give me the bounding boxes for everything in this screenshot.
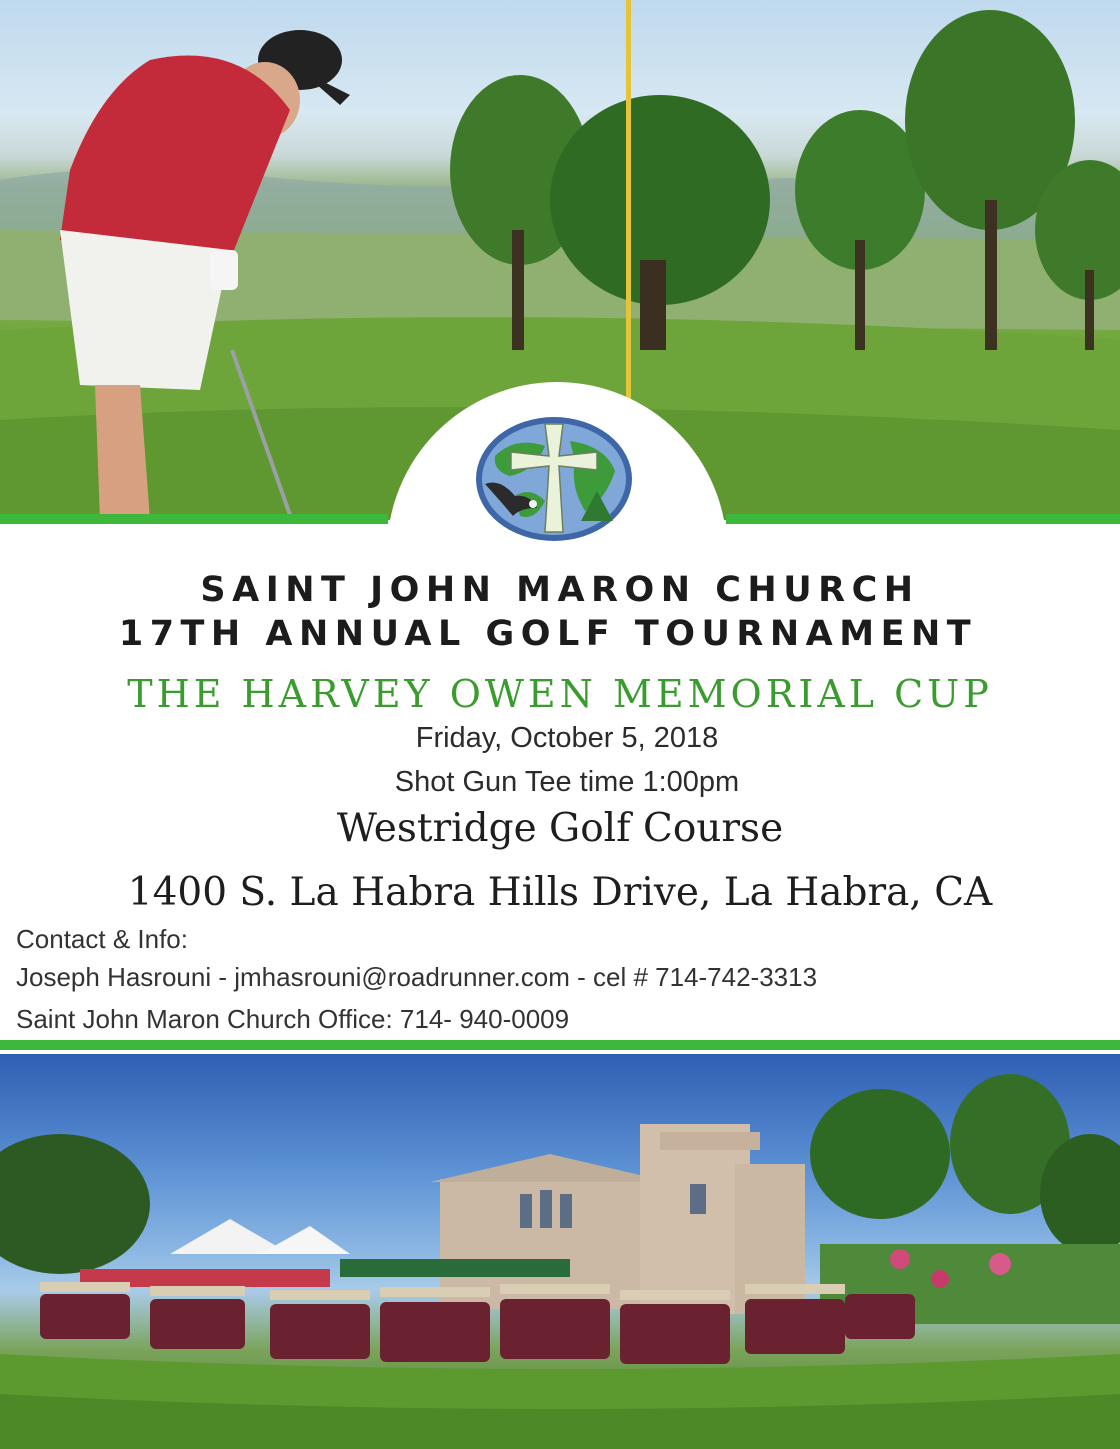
contact-heading: Contact & Info: [16,924,188,954]
venue-name: Westridge Golf Course [336,806,784,851]
memorial-cup-heading: THE HARVEY OWEN MEMORIAL CUP [127,672,993,716]
bottom-divider [0,1040,1120,1050]
event-date: Friday, October 5, 2018 [415,722,719,754]
contact-person-line: Joseph Hasrouni - jmhasrouni@roadrunner.com - cel # 714-742-3313 [16,962,818,992]
contact-office-line: Saint John Maron Church Office: 714- 940-0009 [16,1004,570,1034]
top-divider-right [726,514,1120,524]
top-divider-left [0,514,388,524]
venue-address: 1400 S. La Habra Hills Drive, La Habra, CA [127,870,993,915]
clubhouse-photo-illustration [0,1054,1120,1449]
church-logo [475,416,633,542]
church-name-heading: SAINT JOHN MARON CHURCH [200,570,920,610]
clubhouse-photo [0,1054,1120,1449]
event-name-heading: 17TH ANNUAL GOLF TOURNAMENT [118,614,978,654]
tee-time: Shot Gun Tee time 1:00pm [394,766,740,798]
